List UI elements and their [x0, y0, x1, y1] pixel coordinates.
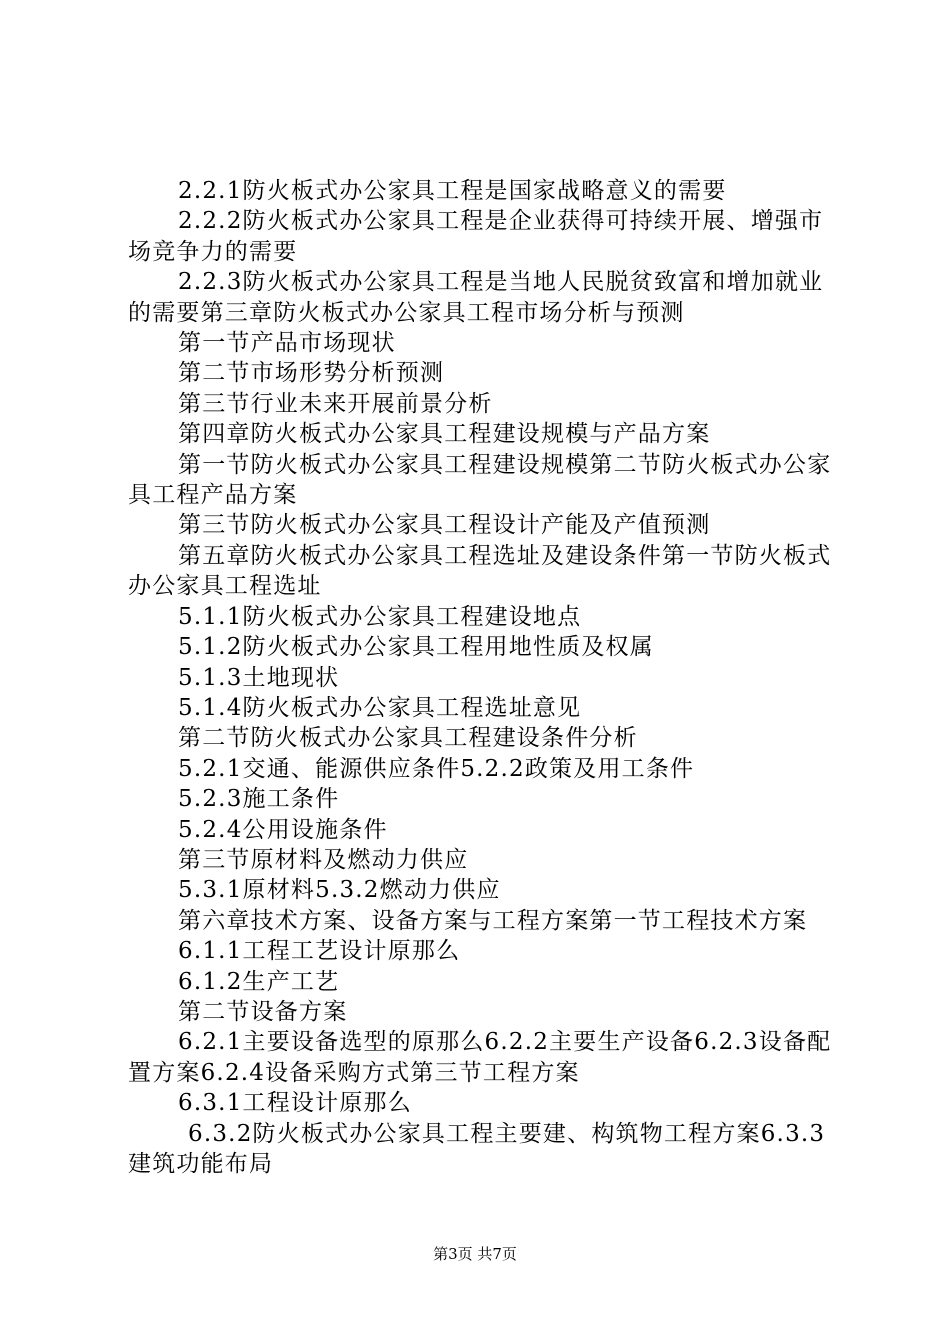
subsection-item: 6.3.2防火板式办公家具工程主要建、构筑物工程方案6.3.3建筑功能布局 [128, 1120, 826, 1177]
subsection-item: 5.2.4公用设施条件 [178, 816, 388, 843]
chapter-heading: 第五章防火板式办公家具工程选址及建设条件第一节防火板式办公家具工程选址 [128, 542, 832, 600]
page-footer: 第3页 共7页 [433, 1245, 517, 1263]
section-heading: 第二节防火板式办公家具工程建设条件分析 [178, 725, 638, 752]
subsection-item: 5.2.1交通、能源供应条件5.2.2政策及用工条件 [178, 755, 695, 782]
subsection-item: 6.1.2生产工艺 [178, 968, 340, 995]
section-heading: 第三节原材料及燃动力供应 [178, 846, 469, 873]
subsection-item: 6.3.1工程设计原那么 [178, 1090, 412, 1117]
subsection-item: 5.1.3土地现状 [178, 664, 340, 691]
subsection-item: 5.2.3施工条件 [178, 786, 340, 813]
section-heading: 第一节产品市场现状 [178, 330, 396, 357]
paragraph-2-2-3: 2.2.3防火板式办公家具工程是当地人民脱贫致富和增加就业的需要第三章防火板式办公家具工程市场分析与预测 [128, 269, 824, 326]
subsection-item: 5.1.4防火板式办公家具工程选址意见 [178, 694, 582, 721]
subsection-item: 6.1.1工程工艺设计原那么 [178, 938, 461, 965]
chapter-heading: 第六章技术方案、设备方案与工程方案第一节工程技术方案 [178, 907, 808, 934]
subsection-item: 5.1.2防火板式办公家具工程用地性质及权属 [178, 634, 654, 661]
section-heading: 第三节行业未来开展前景分析 [178, 390, 493, 417]
subsection-item: 5.3.1原材料5.3.2燃动力供应 [178, 877, 501, 904]
chapter-heading: 第四章防火板式办公家具工程建设规模与产品方案 [178, 421, 711, 448]
section-heading: 第二节设备方案 [178, 998, 348, 1025]
subsection-item: 5.1.1防火板式办公家具工程建设地点 [178, 603, 582, 630]
section-heading: 第二节市场形势分析预测 [178, 360, 445, 387]
paragraph-2-2-1: 2.2.1防火板式办公家具工程是国家战略意义的需要 [178, 178, 727, 204]
subsection-item: 6.2.1主要设备选型的原那么6.2.2主要生产设备6.2.3设备配置方案6.2.4设备采购方式第三节工程方案 [128, 1029, 832, 1086]
section-heading: 第三节防火板式办公家具工程设计产能及产值预测 [178, 512, 711, 539]
paragraph-2-2-2: 2.2.2防火板式办公家具工程是企业获得可持续开展、增强市场竞争力的需要 [128, 208, 824, 265]
document-body [128, 176, 840, 1179]
section-heading: 第一节防火板式办公家具工程建设规模第二节防火板式办公家具工程产品方案 [128, 451, 832, 509]
